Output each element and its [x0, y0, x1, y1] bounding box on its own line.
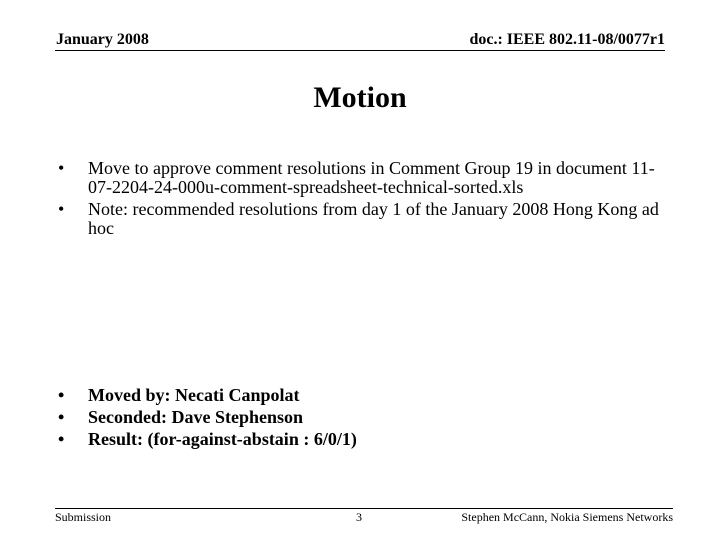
page-number: 3	[356, 510, 362, 524]
header-date: January 2008	[56, 31, 149, 48]
footer-submission: Submission	[55, 510, 112, 524]
seconded-by-text: Seconded: Dave Stephenson	[88, 407, 304, 427]
header-divider	[55, 50, 665, 51]
footer-divider	[55, 508, 673, 509]
bullet-icon: •	[58, 407, 65, 427]
vote-bullet-list	[56, 386, 666, 452]
list-item	[56, 430, 666, 449]
note-text: Note: recommended resolutions from day 1 of the January 2008 Hong Kong ad hoc	[88, 199, 659, 238]
list-item	[56, 408, 666, 427]
bullet-icon: •	[58, 199, 65, 219]
result-text: Result: (for-against-abstain : 6/0/1)	[88, 429, 357, 449]
bullet-icon: •	[58, 158, 65, 178]
motion-bullet-list	[56, 159, 666, 241]
header-doc-id: doc.: IEEE 802.11-08/0077r1	[469, 31, 665, 48]
list-item	[56, 159, 666, 197]
motion-text: Move to approve comment resolutions in Comment Group 19 in document 11-07-2204-24-000u-comment-spreadsheet-technical-sorted.xls	[88, 158, 655, 197]
list-item	[56, 386, 666, 405]
moved-by-text: Moved by: Necati Canpolat	[88, 385, 300, 405]
bullet-icon: •	[58, 429, 65, 449]
slide-title: Motion	[313, 81, 407, 114]
footer-author: Stephen McCann, Nokia Siemens Networks	[461, 510, 673, 524]
bullet-icon: •	[58, 385, 65, 405]
list-item	[56, 200, 666, 238]
